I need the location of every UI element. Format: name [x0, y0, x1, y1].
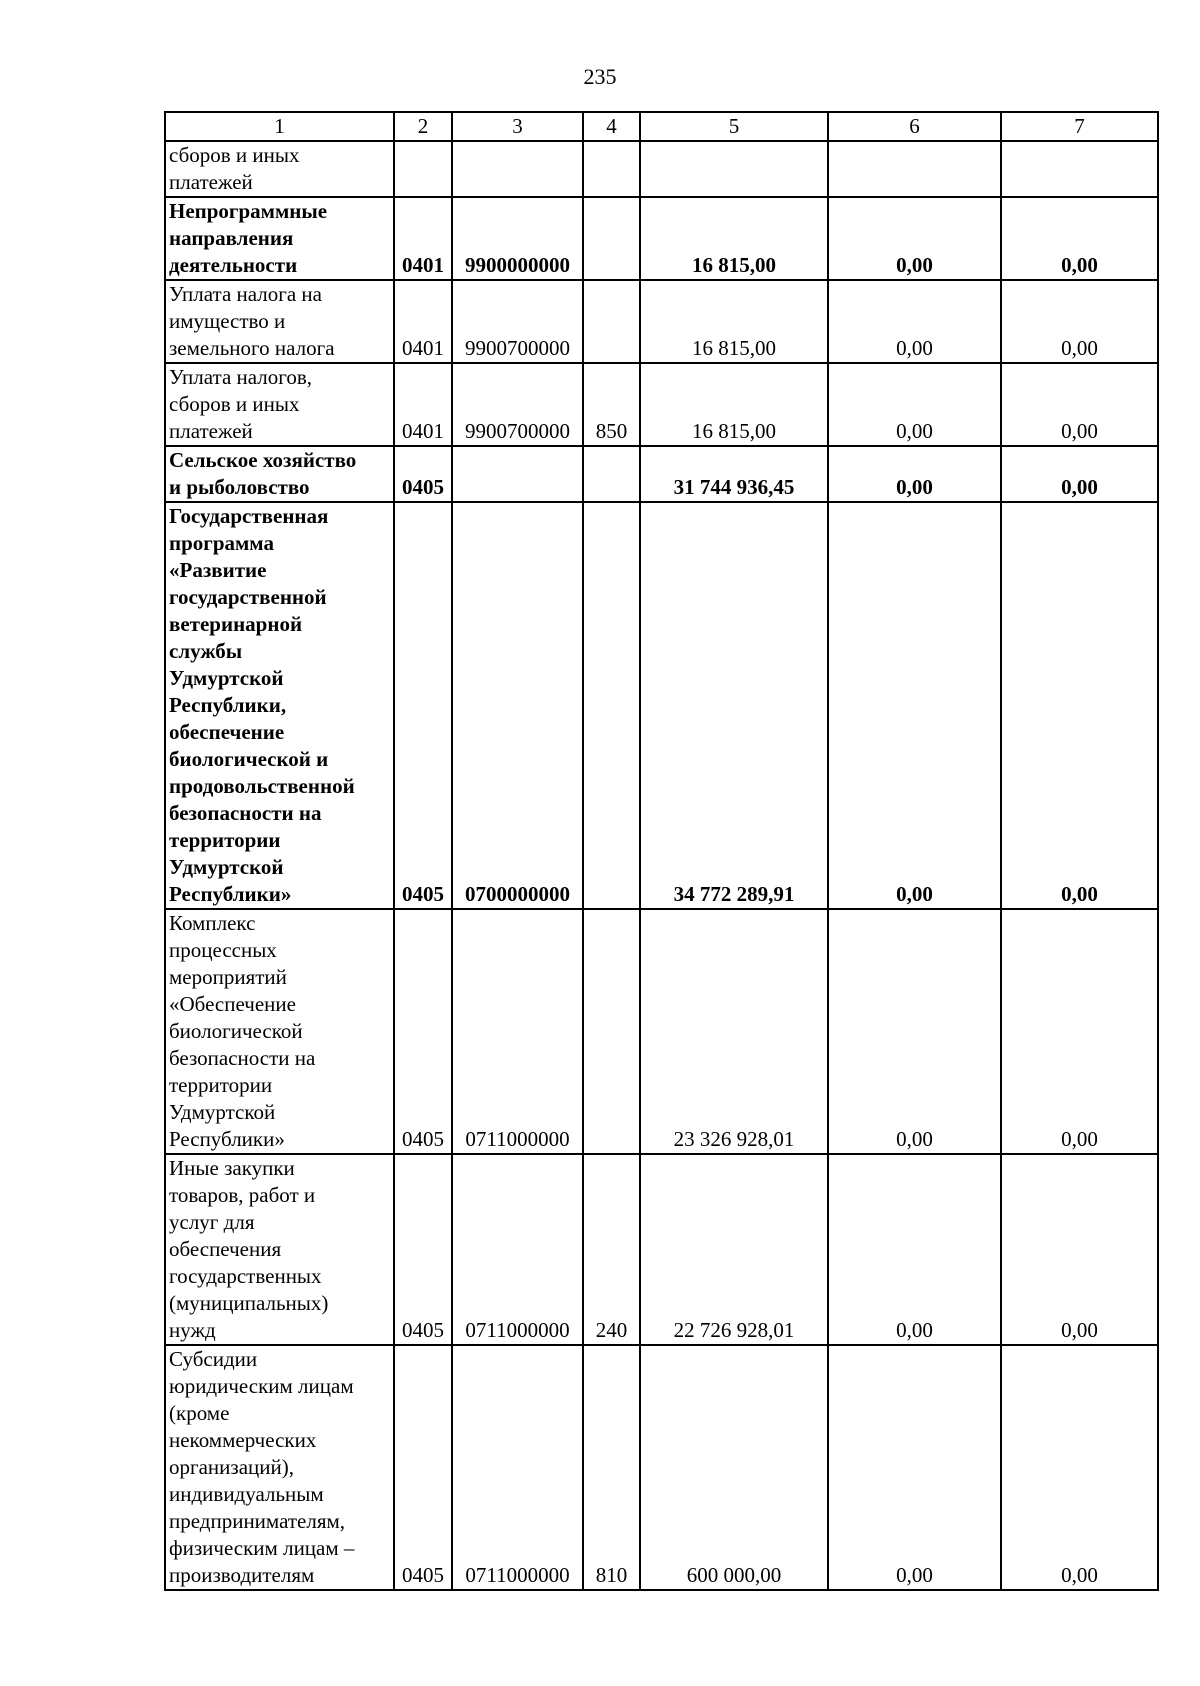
expense-type-code [583, 280, 640, 363]
section-code: 0401 [394, 197, 452, 280]
section-code: 0405 [394, 909, 452, 1154]
budget-item-name: сборов и иных платежей [165, 141, 394, 197]
budget-item-name: Непрограммные направления деятельности [165, 197, 394, 280]
target-article-code: 0711000000 [452, 1154, 583, 1345]
amount-column-6: 0,00 [828, 197, 1001, 280]
budget-item-name: Уплата налога на имущество и земельного налога [165, 280, 394, 363]
expense-type-code [583, 197, 640, 280]
amount-column-5: 22 726 928,01 [640, 1154, 828, 1345]
table-row [165, 1154, 1158, 1345]
budget-item-name: Сельское хозяйство и рыболовство [165, 446, 394, 502]
column-number-row [165, 112, 1158, 141]
table-row [165, 446, 1158, 502]
expense-type-code [583, 909, 640, 1154]
amount-column-6: 0,00 [828, 446, 1001, 502]
amount-column-7: 0,00 [1001, 446, 1158, 502]
budget-item-name: Государственная программа «Развитие государственной ветеринарной службы Удмуртской Республики, обеспечение биологической и продовольственной безопасности на территории Удмуртской Республики» [165, 502, 394, 909]
section-code: 0405 [394, 502, 452, 909]
amount-column-7: 0,00 [1001, 502, 1158, 909]
amount-column-6: 0,00 [828, 1154, 1001, 1345]
budget-item-name: Иные закупки товаров, работ и услуг для обеспечения государственных (муниципальных) нужд [165, 1154, 394, 1345]
section-code: 0401 [394, 363, 452, 446]
target-article-code [452, 446, 583, 502]
target-article-code: 0711000000 [452, 1345, 583, 1590]
column-number: 3 [452, 112, 583, 141]
table-row [165, 280, 1158, 363]
amount-column-5: 31 744 936,45 [640, 446, 828, 502]
table-row [165, 1345, 1158, 1590]
budget-table [164, 111, 1159, 1591]
amount-column-5: 34 772 289,91 [640, 502, 828, 909]
column-number: 1 [165, 112, 394, 141]
expense-type-code [583, 446, 640, 502]
budget-item-name: Субсидии юридическим лицам (кроме некоммерческих организаций), индивидуальным предпринимателям, физическим лицам – производителям [165, 1345, 394, 1590]
column-number: 6 [828, 112, 1001, 141]
amount-column-6: 0,00 [828, 909, 1001, 1154]
target-article-code: 0711000000 [452, 909, 583, 1154]
column-number: 7 [1001, 112, 1158, 141]
amount-column-7: 0,00 [1001, 909, 1158, 1154]
table-row [165, 909, 1158, 1154]
column-number: 5 [640, 112, 828, 141]
section-code: 0405 [394, 1345, 452, 1590]
table-row [165, 141, 1158, 197]
column-number: 2 [394, 112, 452, 141]
amount-column-5: 16 815,00 [640, 197, 828, 280]
expense-type-code [583, 141, 640, 197]
target-article-code: 9900000000 [452, 197, 583, 280]
section-code [394, 141, 452, 197]
amount-column-5: 16 815,00 [640, 363, 828, 446]
section-code: 0405 [394, 446, 452, 502]
section-code: 0405 [394, 1154, 452, 1345]
target-article-code: 9900700000 [452, 363, 583, 446]
amount-column-7: 0,00 [1001, 197, 1158, 280]
amount-column-7: 0,00 [1001, 1345, 1158, 1590]
target-article-code: 9900700000 [452, 280, 583, 363]
amount-column-6 [828, 141, 1001, 197]
page-number: 235 [583, 64, 617, 89]
amount-column-6: 0,00 [828, 1345, 1001, 1590]
amount-column-5 [640, 141, 828, 197]
expense-type-code: 810 [583, 1345, 640, 1590]
amount-column-7: 0,00 [1001, 280, 1158, 363]
target-article-code [452, 141, 583, 197]
amount-column-7: 0,00 [1001, 1154, 1158, 1345]
amount-column-5: 23 326 928,01 [640, 909, 828, 1154]
table-row [165, 502, 1158, 909]
amount-column-6: 0,00 [828, 502, 1001, 909]
table-row [165, 197, 1158, 280]
section-code: 0401 [394, 280, 452, 363]
amount-column-7 [1001, 141, 1158, 197]
expense-type-code [583, 502, 640, 909]
amount-column-6: 0,00 [828, 363, 1001, 446]
amount-column-7: 0,00 [1001, 363, 1158, 446]
budget-item-name: Комплекс процессных мероприятий «Обеспечение биологической безопасности на территории Удмуртской Республики» [165, 909, 394, 1154]
expense-type-code: 850 [583, 363, 640, 446]
target-article-code: 0700000000 [452, 502, 583, 909]
table-row [165, 363, 1158, 446]
budget-item-name: Уплата налогов, сборов и иных платежей [165, 363, 394, 446]
amount-column-5: 600 000,00 [640, 1345, 828, 1590]
amount-column-5: 16 815,00 [640, 280, 828, 363]
expense-type-code: 240 [583, 1154, 640, 1345]
amount-column-6: 0,00 [828, 280, 1001, 363]
column-number: 4 [583, 112, 640, 141]
